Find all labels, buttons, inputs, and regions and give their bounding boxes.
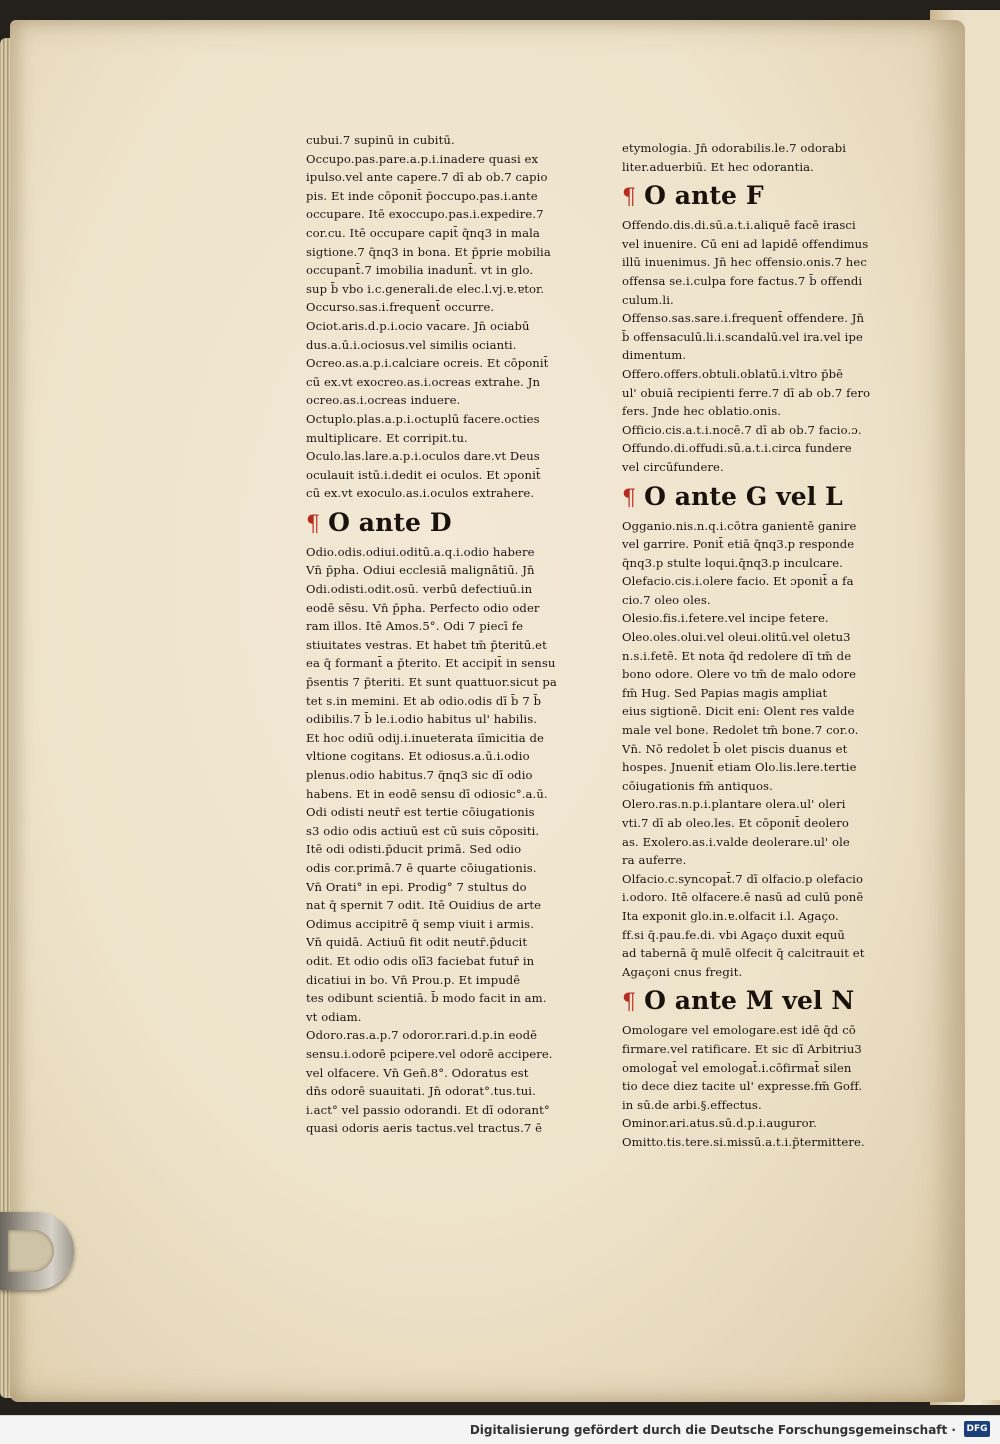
text-line: multiplicare. Et corripit.tu. bbox=[306, 430, 468, 445]
text-line: oculauit istū.i.dedit ei oculos. Et ɔponit̄ bbox=[306, 467, 541, 482]
text-line: vel inuenire. Cū eni ad lapidē offendimus bbox=[622, 236, 869, 251]
footer-credit: Digitalisierung gefördert durch die Deutsche Forschungsgemeinschaft · bbox=[469, 1423, 956, 1437]
text-line: dimentum. bbox=[622, 348, 687, 363]
text-column-left bbox=[306, 131, 578, 1138]
text-line: as. Exolero.as.i.valde deolerare.ul' ole bbox=[622, 834, 850, 849]
text-line: Ociot.aris.d.p.i.ocio vacare. Jn̄ ociabū bbox=[306, 318, 530, 333]
text-line: Occurso.sas.i.frequent̄ occurre. bbox=[306, 300, 495, 315]
text-line: illū inuenimus. Jn̄ hec offensio.onis.7 hec bbox=[622, 255, 867, 270]
text-line: cū ex.vt exoculo.as.i.oculos extrahere. bbox=[306, 486, 535, 501]
text-line: vel garrire. Ponit̄ etiā q̄nq3.p responde bbox=[622, 537, 855, 552]
text-line: n.s.i.fetē. Et nota q̄d redolere dī tm̄ de bbox=[622, 648, 852, 663]
text-line: in sū.de arbi.§.effectus. bbox=[622, 1097, 762, 1112]
text-line: tet s.in memini. Et ab odio.odis dī b̄ 7 b̄ bbox=[306, 693, 542, 708]
text-line: habens. Et in eodē sensu dī odiosic°.a.ū. bbox=[306, 786, 548, 801]
text-line: vel olfacere. Vn̄ Gen̄.8°. Odoratus est bbox=[306, 1065, 529, 1080]
text-line: liter.aduerbiū. Et hec odorantia. bbox=[622, 159, 814, 174]
text-line: eius sigtionē. Dicit eni: Olent res valde bbox=[622, 704, 855, 719]
footer-bar bbox=[0, 1415, 1000, 1444]
text-line: Olfacio.c.syncopat̄.7 dī olfacio.p olefacio bbox=[622, 871, 864, 886]
text-line: Offendo.dis.di.sū.a.t.i.aliquē facē irasci bbox=[622, 218, 856, 233]
text-line: ea q̄ formant̄ a p̄terito. Et accipit̄ in sensu bbox=[306, 656, 556, 671]
text-line: dn̄s odorē suauitati. Jn̄ odorat°.tus.tui. bbox=[306, 1084, 536, 1099]
text-line: Octuplo.plas.a.p.i.octuplū facere.octies bbox=[306, 411, 540, 426]
text-line: sensu.i.odorē pcipere.vel odorē accipere. bbox=[306, 1046, 553, 1061]
text-line: vti.7 dī ab oleo.les. Et cōponit̄ deolero bbox=[622, 816, 849, 830]
text-line: cor.cu. Itē occupare capit̄ q̄nq3 in mala bbox=[306, 225, 540, 240]
section-heading bbox=[622, 479, 890, 515]
text-line: Olefacio.cis.i.olere facio. Et ɔponit̄ a fa bbox=[622, 574, 854, 589]
facing-page-edge bbox=[968, 10, 1000, 1400]
text-line: stiuitates vestras. Et habet tm̄ p̄teritū.et bbox=[306, 637, 547, 652]
text-line: Ogganio.nis.n.q.i.cōtra ganientē ganire bbox=[622, 518, 857, 533]
text-line: firmare.vel ratificare. Et sic dī Arbitriu3 bbox=[622, 1041, 862, 1056]
text-line: Offenso.sas.sare.i.frequent̄ offendere. Jn̄ bbox=[622, 311, 865, 326]
text-line: Olero.ras.n.p.i.plantare olera.ul' oleri bbox=[622, 797, 846, 812]
text-line: sup b̄ vbo i.c.generali.de elec.l.vj.ɐ.ɐtor. bbox=[306, 281, 545, 296]
text-line: Et hoc odiū odij.i.inueterata iīmicitia de bbox=[306, 730, 544, 745]
text-line: dus.a.ū.i.ociosus.vel similis ocianti. bbox=[306, 337, 517, 352]
text-line: Ita exponit glo.in.ɐ.olfacit i.l. Agaço. bbox=[622, 908, 839, 923]
text-line: etymologia. Jn̄ odorabilis.le.7 odorabi bbox=[622, 141, 847, 155]
text-line: i.act° vel passio odorandi. Et dī odorant° bbox=[306, 1102, 550, 1117]
text-line: Offero.offers.obtuli.oblatū.i.vltro p̄bē bbox=[622, 366, 844, 381]
text-line: Odi odisti neutr̄ est tertie cōiugationis bbox=[306, 805, 535, 820]
text-line: Odimus accipitrē q̄ semp viuit i armis. bbox=[306, 916, 534, 931]
text-line: odis cor.primā.7 ē quarte cōiugationis. bbox=[306, 860, 537, 875]
text-line: ra auferre. bbox=[622, 853, 687, 868]
text-line: plenus.odio habitus.7 q̄nq3 sic dī odio bbox=[306, 768, 533, 782]
text-line: cio.7 oleo oles. bbox=[622, 592, 711, 607]
text-line: Agaçoni cnus fregit. bbox=[622, 964, 743, 979]
text-line: pis. Et inde cōponit̄ p̄occupo.pas.i.ante bbox=[306, 188, 538, 203]
text-column-right bbox=[622, 139, 890, 1152]
text-line: ul' obuiā recipienti ferre.7 dī ab ob.7 fero bbox=[622, 385, 871, 400]
pilcrow-icon: ¶ bbox=[306, 511, 321, 537]
text-line: odibilis.7 b̄ le.i.odio habitus ul' habilis. bbox=[306, 712, 538, 727]
text-line: cōiugationis fm̄ antiquos. bbox=[622, 778, 773, 793]
text-line: bono odore. Olere vo tm̄ de malo odore bbox=[622, 667, 857, 682]
text-line: ram illos. Itē Amos.5°. Odi 7 piecī fe bbox=[306, 619, 524, 634]
text-line: ff.si q̄.pau.fe.di. vbi Agaço duxit equū bbox=[622, 927, 845, 942]
text-line: Odio.odis.odiui.oditū.a.q.i.odio habere bbox=[306, 544, 535, 559]
text-line: s3 odio odis actiuū est cū suis cōpositi. bbox=[306, 823, 540, 838]
text-line: Odi.odisti.odit.osū. verbū defectiuū.in bbox=[306, 582, 533, 597]
text-line: vel circūfundere. bbox=[622, 459, 724, 474]
text-line: vltione cogitans. Et odiosus.a.ū.i.odio bbox=[306, 749, 530, 764]
text-line: dicatiui in bo. Vn̄ Prou.p. Et impudē bbox=[306, 972, 521, 987]
text-line: cū ex.vt exocreo.as.i.ocreas extrahe. Jn bbox=[306, 374, 541, 389]
text-line: i.odoro. Itē olfacere.ē nasū ad culū ponē bbox=[622, 890, 864, 905]
pilcrow-icon: ¶ bbox=[622, 990, 637, 1016]
text-line: fers. Jnde hec oblatio.onis. bbox=[622, 404, 782, 419]
section-heading bbox=[622, 178, 890, 214]
text-line: Ocreo.as.a.p.i.calciare ocreis. Et cōponit̄ bbox=[306, 356, 549, 371]
section-heading-text: O ante D bbox=[328, 507, 452, 537]
text-line: cubui.7 supinū in cubitū. bbox=[306, 133, 455, 147]
text-line: Vn̄ p̄pha. Odiui ecclesiā malignātiū. Jn̄ bbox=[306, 563, 535, 578]
text-line: occupare. Itē exoccupo.pas.i.expedire.7 bbox=[306, 207, 544, 222]
text-line: Officio.cis.a.t.i.nocē.7 dī ab ob.7 facio.ɔ. bbox=[622, 422, 862, 437]
text-line: quasi odoris aeris tactus.vel tractus.7 ē bbox=[306, 1121, 543, 1136]
page-clip bbox=[0, 1212, 74, 1290]
text-line: tio dece diez tacite ul' expresse.fm̄ Goff. bbox=[622, 1079, 863, 1094]
text-line: Olesio.fis.i.fetere.vel incipe fetere. bbox=[622, 611, 829, 626]
text-line: vt odiam. bbox=[306, 1009, 362, 1024]
pilcrow-icon: ¶ bbox=[622, 185, 637, 211]
text-line: male vel bone. Redolet tm̄ bone.7 cor.o. bbox=[622, 723, 859, 738]
text-line: Itē odi odisti.p̄ducit primā. Sed odio bbox=[306, 842, 522, 857]
text-line: culum.li. bbox=[622, 292, 674, 307]
text-line: ocreo.as.i.ocreas induere. bbox=[306, 393, 461, 408]
text-line: p̄sentis 7 p̄teriti. Et sunt quattuor.sicut pa bbox=[306, 675, 557, 690]
text-line: Occupo.pas.pare.a.p.i.inadere quasi ex bbox=[306, 151, 539, 166]
section-heading-text: O ante G vel L bbox=[644, 481, 843, 511]
text-line: fm̄ Hug. Sed Papias magis ampliat bbox=[622, 685, 828, 700]
text-line: Oculo.las.lare.a.p.i.oculos dare.vt Deus bbox=[306, 449, 540, 464]
text-line: Vn̄. Nō redolet b̄ olet piscis duanus et bbox=[622, 741, 848, 756]
text-line: Vn̄ quidā. Actiuū fit odit neutr̄.p̄ducit bbox=[306, 935, 528, 950]
text-line: Vn̄ Orati° in epi. Prodig° 7 stultus do bbox=[306, 879, 527, 894]
text-line: tes odibunt scientiā. b̄ modo facit in am. bbox=[306, 991, 547, 1006]
text-line: ad tabernā q̄ mulē olfecit q̄ calcitrauit et bbox=[622, 946, 865, 961]
section-heading-text: O ante F bbox=[644, 181, 764, 211]
text-line: Odoro.ras.a.p.7 odoror.rari.d.p.in eodē bbox=[306, 1028, 538, 1043]
section-heading bbox=[306, 505, 578, 541]
text-line: Offundo.di.offudi.sū.a.t.i.circa fundere bbox=[622, 441, 852, 456]
text-line: sigtione.7 q̄nq3 in bona. Et p̄prie mobilia bbox=[306, 244, 551, 259]
page-clip-hole bbox=[8, 1230, 54, 1272]
section-heading-text: O ante M vel N bbox=[644, 986, 855, 1016]
text-line: b̄ offensaculū.li.i.scandalū.vel ira.vel ipe bbox=[622, 329, 863, 344]
pilcrow-icon: ¶ bbox=[622, 485, 637, 511]
text-line: Ominor.ari.atus.sū.d.p.i.auguror. bbox=[622, 1116, 817, 1131]
text-line: Omitto.tis.tere.si.missū.a.t.i.p̄termittere. bbox=[622, 1134, 865, 1149]
text-line: odit. Et odio odis olī3 faciebat futur̄ in bbox=[306, 953, 535, 968]
text-line: occupant̄.7 imobilia inadunt̄. vt in glo. bbox=[306, 263, 534, 278]
text-line: offensa se.i.culpa fore factus.7 b̄ offendi bbox=[622, 273, 863, 288]
text-line: omologat̄ vel emologat̄.i.cōfirmat̄ silen bbox=[622, 1060, 852, 1075]
text-line: eodē sēsu. Vn̄ p̄pha. Perfecto odio oder bbox=[306, 600, 540, 615]
dfg-logo-icon: DFG bbox=[964, 1421, 990, 1437]
text-line: Omologare vel emologare.est idē q̄d cō bbox=[622, 1023, 856, 1038]
text-line: q̄nq3.p stulte loqui.q̄nq3.p inculcare. bbox=[622, 555, 843, 570]
section-heading bbox=[622, 983, 890, 1019]
text-line: Oleo.oles.olui.vel oleui.olitū.vel oletu3 bbox=[622, 630, 851, 645]
text-line: nat q̄ spernit 7 odit. Itē Ouidius de arte bbox=[306, 898, 542, 913]
text-line: hospes. Jnuenit̄ etiam Olo.lis.lere.tertie bbox=[622, 760, 857, 775]
text-line: ipulso.vel ante capere.7 dī ab ob.7 capio bbox=[306, 170, 548, 185]
